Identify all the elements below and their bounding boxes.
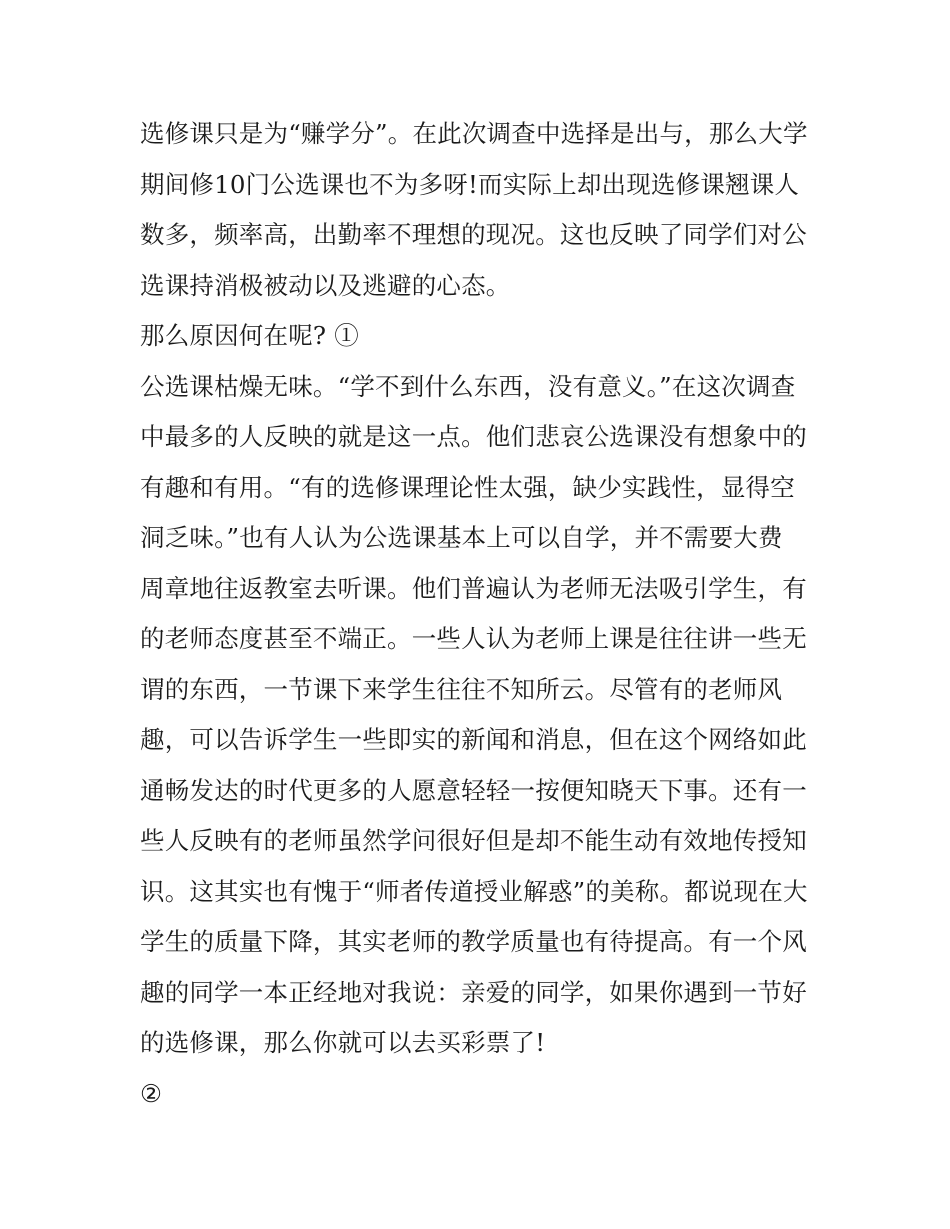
body-text [140,109,812,1119]
text-line: 的老师态度甚至不端正。一些人认为老师上课是往往讲一些无 [140,624,807,653]
text-line: 选修课只是为“赚学分”。在此次调查中选择是出与，那么大学 [140,119,808,148]
text-line: 洞乏味。”也有人认为公选课基本上可以自学，并不需要大费 [140,523,783,552]
list-marker: ② [140,1078,163,1108]
text-line: 有趣和有用。“有的选修课理论性太强，缺少实践性，显得空 [140,472,795,502]
text-line: 数多，频率高，出勤率不理想的现况。这也反映了同学们对公 [140,220,807,249]
text-line: 学生的质量下降，其实老师的教学质量也有待提高。有一个风 [140,927,807,956]
section-heading: 那么原因何在呢? ① [140,321,359,350]
text-line: 期间修10门公选课也不为多呀!而实际上却出现选修课翘课人 [140,169,800,199]
text-line: 公选课枯燥无味。“学不到什么东西，没有意义。”在这次调查 [140,371,796,401]
text-line: 中最多的人反映的就是这一点。他们悲哀公选课没有想象中的 [140,422,807,451]
text-line: 趣的同学一本正经地对我说：亲爱的同学，如果你遇到一节好 [140,977,807,1007]
text-line: 周章地往返教室去听课。他们普遍认为老师无法吸引学生，有 [140,573,807,603]
text-line: 些人反映有的老师虽然学问很好但是却不能生动有效地传授知 [140,826,807,855]
text-line: 谓的东西，一节课下来学生往往不知所云。尽管有的老师风 [140,674,783,704]
text-line: 的选修课，那么你就可以去买彩票了! [140,1028,546,1057]
text-line: 趣，可以告诉学生一些即实的新闻和消息，但在这个网络如此 [140,725,807,754]
text-line: 通畅发达的时代更多的人愿意轻轻一按便知晓天下事。还有一 [140,775,807,805]
text-line: 识。这其实也有愧于“师者传道授业解惑”的美称。都说现在大 [140,876,808,906]
text-line: 选课持消极被动以及逃避的心态。 [140,270,511,300]
